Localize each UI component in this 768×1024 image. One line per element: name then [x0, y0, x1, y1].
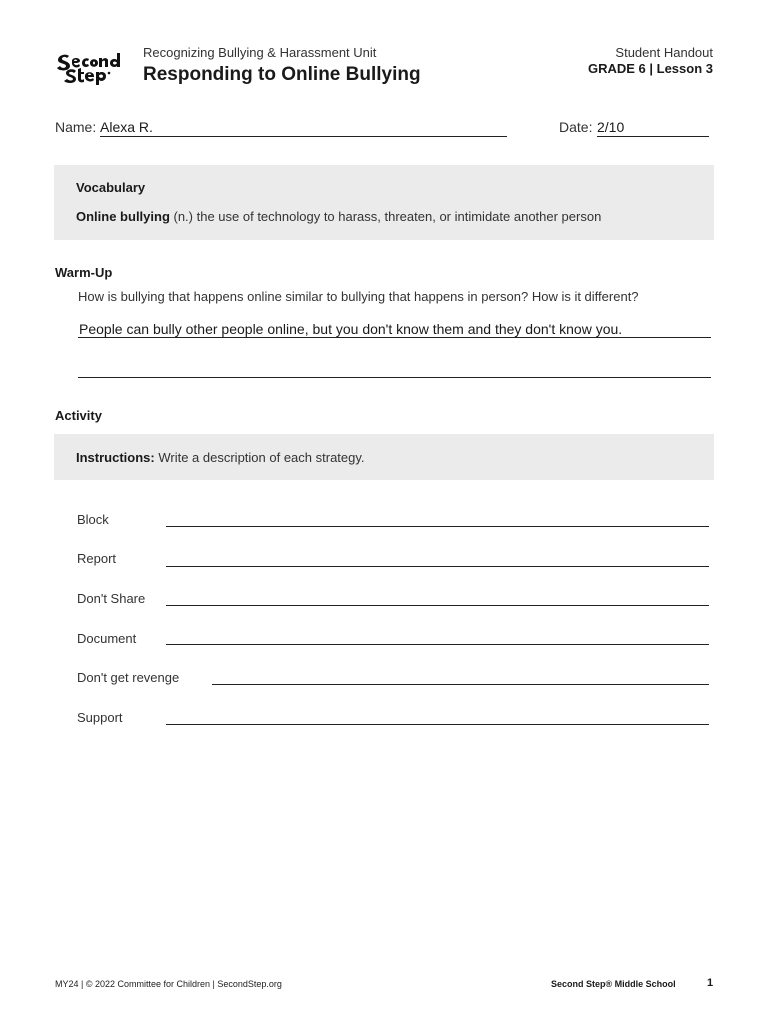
vocabulary-heading: Vocabulary: [76, 180, 146, 195]
vocabulary-definition: [76, 209, 601, 224]
lesson-title: Responding to Online Bullying: [143, 64, 421, 85]
warmup-heading: Warm-Up: [55, 265, 113, 280]
instructions: [76, 450, 365, 465]
name-label: Name:: [55, 119, 97, 135]
warmup-answer-line-2[interactable]: [78, 377, 711, 378]
date-field[interactable]: [559, 119, 709, 137]
strategy-label-dont-get-revenge: Don't get revenge: [77, 670, 180, 685]
instructions-box: [54, 434, 714, 480]
date-value[interactable]: 2/10: [597, 119, 625, 135]
instructions-text: Write a description of each strategy.: [154, 450, 365, 465]
unit-label: Recognizing Bullying & Harassment Unit: [143, 45, 377, 60]
strategy-line-dont-share[interactable]: [166, 605, 709, 606]
warmup-answer[interactable]: People can bully other people online, but you don't know them and they don't know you.: [79, 321, 623, 337]
strategy-label-support: Support: [77, 710, 123, 725]
vocabulary-term: Online bullying: [76, 209, 170, 224]
date-label: Date:: [559, 119, 593, 135]
name-field[interactable]: [55, 119, 507, 137]
vocabulary-definition-text: (n.) the use of technology to harass, threaten, or intimidate another person: [169, 209, 602, 224]
activity-heading: Activity: [55, 408, 102, 423]
strategy-label-dont-share: Don't Share: [77, 591, 146, 606]
strategy-line-block[interactable]: [166, 526, 709, 527]
warmup-answer-line-1: [78, 337, 711, 338]
footer-program: Second Step® Middle School: [551, 979, 676, 989]
strategy-label-block: Block: [77, 512, 109, 527]
name-value[interactable]: Alexa R.: [100, 119, 153, 135]
date-underline: [597, 136, 709, 137]
name-underline: [100, 136, 507, 137]
grade-lesson: GRADE 6 | Lesson 3: [587, 61, 713, 76]
instructions-label: Instructions:: [76, 450, 155, 465]
strategy-line-dont-get-revenge[interactable]: [212, 684, 709, 685]
strategy-label-report: Report: [77, 551, 117, 566]
strategy-line-report[interactable]: [166, 566, 709, 567]
strategy-line-document[interactable]: [166, 644, 709, 645]
strategy-line-support[interactable]: [166, 724, 709, 725]
handout-type: Student Handout: [615, 45, 713, 60]
strategy-label-document: Document: [77, 631, 137, 646]
second-step-logo: [54, 46, 124, 86]
vocabulary-box: [54, 165, 714, 240]
warmup-question: How is bullying that happens online similar to bullying that happens in person? How is it different?: [78, 289, 639, 304]
footer-copyright: MY24 | © 2022 Committee for Children | SecondStep.org: [55, 979, 282, 989]
page-number: 1: [707, 977, 714, 989]
